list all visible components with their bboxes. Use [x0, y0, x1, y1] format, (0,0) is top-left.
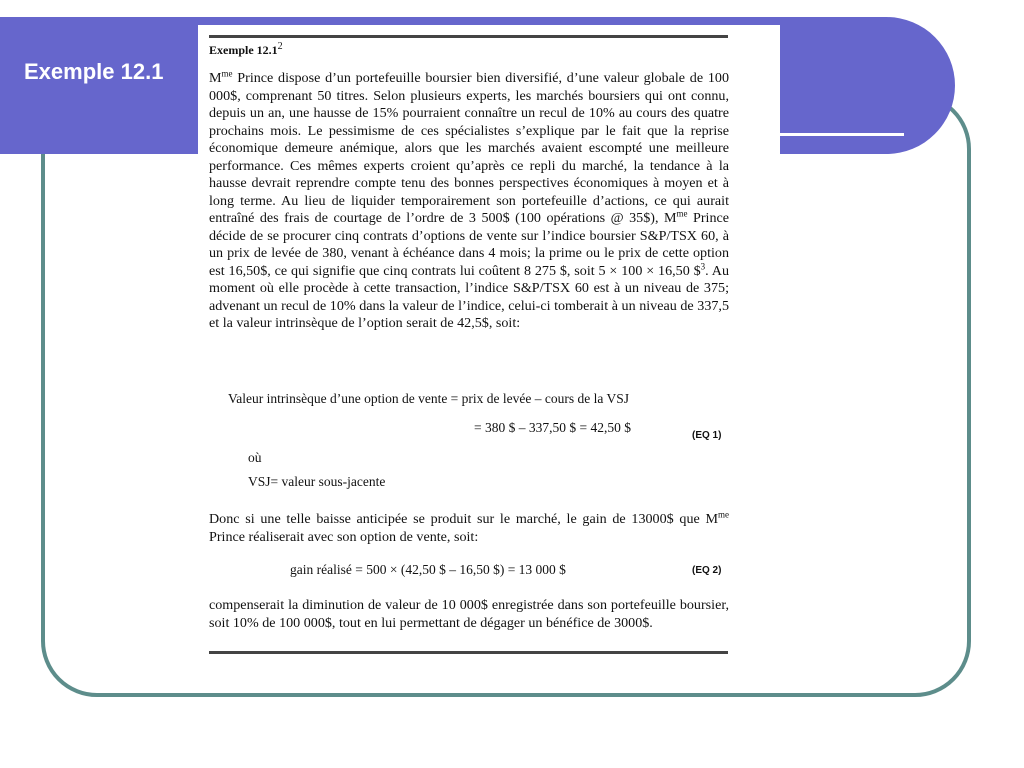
text-run: Donc si une telle baisse anticipée se produit sur le marché, le gain de 13000$ que M: [209, 511, 718, 527]
footnote-ref: 3: [700, 260, 706, 271]
superscript: me: [676, 208, 688, 219]
equation-1-label: (EQ 1): [692, 430, 722, 441]
document-bottom-rule: [209, 651, 728, 654]
text-run: M: [209, 70, 222, 86]
equation-2-label: (EQ 2): [692, 565, 722, 576]
document-heading: [209, 41, 283, 58]
footnote-ref: 2: [277, 41, 283, 52]
paragraph-intro: [209, 70, 729, 333]
equation-2: gain réalisé = 500 × (42,50 $ – 16,50 $) = 13 000 $: [290, 562, 566, 577]
document-top-rule: [209, 35, 728, 38]
header-rule: [778, 133, 904, 136]
slide-title: Exemple 12.1: [24, 59, 164, 84]
superscript: me: [718, 509, 729, 520]
paragraph-conclusion: compenserait la diminution de valeur de 10 000$ enregistrée dans son portefeuille boursier, soit 10% de 100 000$, tout en lui permettant de dégager un bénéfice de 3000$.: [209, 597, 729, 631]
where-label: où: [248, 450, 262, 465]
equation-1-line-2: = 380 $ – 337,50 $ = 42,50 $: [474, 420, 631, 435]
superscript: me: [221, 68, 233, 79]
document-panel: [198, 25, 780, 675]
paragraph-gain: [209, 511, 729, 546]
document-heading-text: Exemple 12.1: [209, 43, 278, 57]
text-run: Prince décide de se procurer cinq contrats d’options de vente sur l’indice boursier S&P/TSX 60, à un prix de levée de 380, venant à échéance dans 4 mois; la prime ou le prix de cette option est 16,50$, ce qui signifie que cinq contrats lui coûtent 8 275 $, soit 5 × 100 × 16,50 $: [209, 210, 729, 279]
vsj-definition: VSJ= valeur sous-jacente: [248, 474, 386, 489]
text-run: Prince réaliserait avec son option de vente, soit:: [209, 528, 479, 545]
equation-1-line-1: Valeur intrinsèque d’une option de vente = prix de levée – cours de la VSJ: [228, 391, 630, 406]
text-run: . Au moment où elle procède à cette transaction, l’indice S&P/TSX 60 est à un niveau de 375; advenant un recul de 10% dans la valeur de l’indice, celui-ci tomberait à un niveau de 337,5 et la valeur intrinsèque de l’option serait de 42,5$, soit:: [209, 262, 730, 331]
text-run: Prince dispose d’un portefeuille boursier bien diversifié, d’une valeur globale de 100 000$, comprenant 50 titres. Selon plusieurs experts, les marchés boursiers qui ont connu, depuis un an, une hausse de 15% pourraient connaître un recul de 10% au cours des quatre prochains mois. Le pessimisme de ces spécialistes s’explique par le fait que la reprise économique demeure anémique, alors que les marchés avaient escompté une meilleure performance. Ces mêmes experts croient qu’après ce repli du marché, la tendance à la hausse devrait reprendre compte tenu des bonnes perspectives économiques à moyen et à long terme. Au lieu de liquider temporairement son portefeuille d’actions, ce qui aurait entraîné des frais de courtage de l’ordre de 3 500$ (100 opérations @ 35$), M: [209, 70, 729, 226]
